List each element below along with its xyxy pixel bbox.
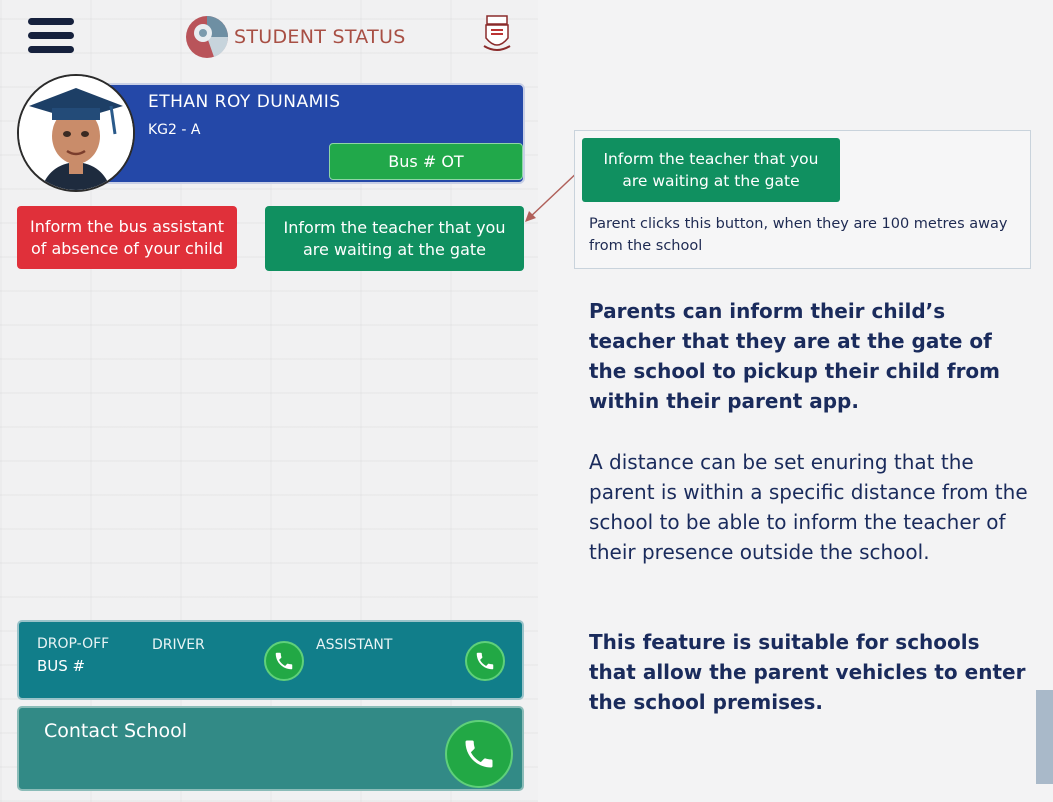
bus-number-button[interactable]: Bus # OT [329,143,523,180]
dropoff-label: DROP-OFF [37,636,110,652]
call-driver-button[interactable] [264,641,304,681]
call-assistant-button[interactable] [465,641,505,681]
app-title: STUDENT STATUS [234,26,406,48]
student-graduate-avatar [19,76,133,190]
gate-line1: Inform the teacher that you [283,217,506,237]
side-scroll-indicator[interactable] [1036,690,1053,784]
absence-line2: of absence of your child [30,238,224,258]
driver-label: DRIVER [152,637,205,653]
callout-line2: are waiting at the gate [622,172,800,190]
student-card [96,83,525,184]
gate-line2: are waiting at the gate [303,239,486,259]
callout-line1: Inform the teacher that you [603,150,819,168]
description-paragraph-1: Parents can inform their child’s teacher that they are at the gate of the school to pickup their child from within their parent app. [589,299,1001,413]
description-paragraph-3: This feature is suitable for schools that allow the parent vehicles to enter the school premises. [589,630,1026,714]
description-paragraph-2: A distance can be set enuring that the parent is within a specific distance from the school to be able to inform the teacher of their presence outside the school. [589,450,1028,564]
phone-icon [474,650,496,672]
transport-contacts-bar [17,620,524,700]
phone-icon [461,736,497,772]
contact-school-label: Contact School [44,720,188,742]
assistant-label: ASSISTANT [316,637,393,653]
contact-school-bar[interactable] [17,706,524,791]
callout-description: Parent clicks this button, when they are 100 metres away from the school [589,216,1008,254]
student-avatar[interactable] [17,74,135,192]
absence-line1: Inform the bus assistant [29,216,225,236]
top-bar [0,0,538,70]
pie-chart-logo-icon [184,14,230,60]
app-brand [184,14,406,60]
school-crest-icon [481,14,513,56]
student-name: ETHAN ROY DUNAMIS [148,92,341,112]
call-school-button[interactable] [445,720,513,788]
hamburger-menu-icon[interactable] [28,18,74,56]
phone-icon [273,650,295,672]
student-class: KG2 - A [148,122,201,138]
inform-absence-button[interactable] [17,206,237,269]
inform-teacher-gate-button[interactable] [265,206,524,271]
dropoff-bus-label: BUS # [37,657,86,675]
feature-callout [574,130,1031,269]
callout-gate-button [582,138,840,202]
